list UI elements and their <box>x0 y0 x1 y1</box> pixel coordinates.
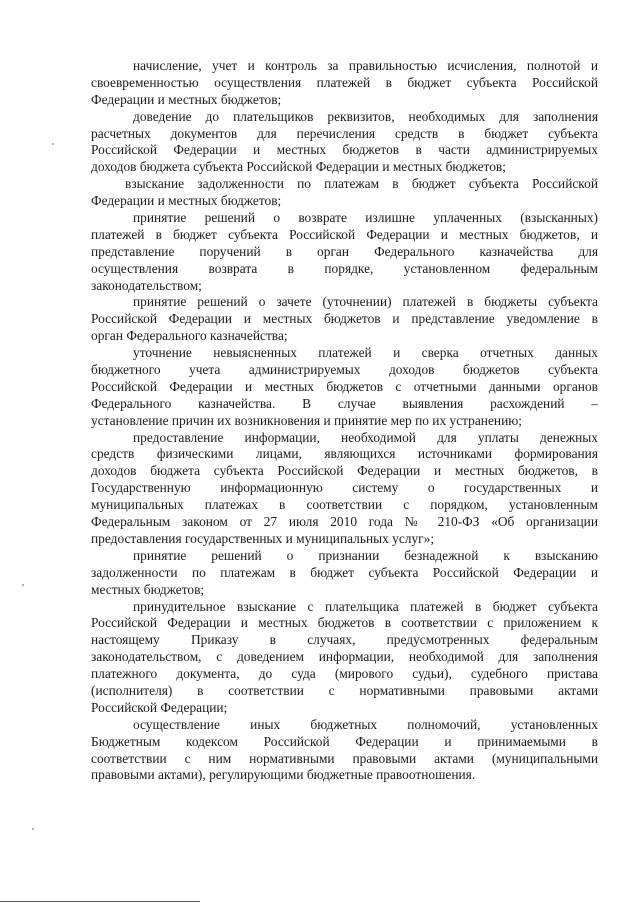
document-line: платежей в бюджет субъекта Российской Федерации и местных бюджетов, и <box>91 226 598 242</box>
document-line: осуществление иных бюджетных полномочий, установленных <box>133 716 598 732</box>
document-line: Государственную информационную систему о государственных и <box>91 480 598 496</box>
document-line: своевременностью осуществления платежей в бюджет субъекта Российской <box>91 74 598 90</box>
document-line: орган Федерального казначейства; <box>91 328 288 344</box>
document-line: взыскание задолженности по платежам в бюджет субъекта Российской <box>125 176 598 192</box>
scan-speck <box>22 584 24 586</box>
document-line: принятие решений о признании безнадежной к взысканию <box>133 547 598 563</box>
document-line: Российской Федерации и местных бюджетов в соответствии с приложением к <box>91 615 598 631</box>
document-line: принятие решений о зачете (уточнении) платежей в бюджеты субъекта <box>133 294 598 310</box>
footnote-rule <box>0 901 200 902</box>
document-line: предоставление информации, необходимой для уплаты денежных <box>133 429 598 445</box>
document-line: доходов бюджета субъекта Российской Федерации и местных бюджетов; <box>91 159 506 175</box>
document-line: настоящему Приказу в случаях, предусмотренных федеральным <box>91 632 598 648</box>
document-line: Федеральным законом от 27 июля 2010 года № 210-ФЗ «Об организации <box>91 514 598 530</box>
document-line: предоставления государственных и муниципальных услуг»; <box>91 530 435 546</box>
document-line: правовыми актами), регулирующими бюджетные правоотношения. <box>91 767 476 783</box>
document-line: представление поручений в орган Федерального казначейства для <box>91 243 598 259</box>
document-line: Федерального казначейства. В случае выявления расхождений – <box>91 395 598 411</box>
document-line: платежного документа, до суда (мирового судьи), судебного пристава <box>91 666 598 682</box>
document-line: муниципальных платежах в соответствии с порядком, установленным <box>91 497 598 513</box>
scan-speck <box>52 143 54 145</box>
document-line: Российской Федерации; <box>91 699 228 715</box>
document-line: Федерации и местных бюджетов; <box>91 193 282 209</box>
document-line: установление причин их возникновения и принятие мер по их устранению; <box>91 412 522 428</box>
document-line: принудительное взыскание с плательщика платежей в бюджет субъекта <box>133 598 598 614</box>
document-line: бюджетного учета администрируемых доходов бюджетов субъекта <box>91 362 598 378</box>
scan-speck <box>32 828 34 830</box>
document-line: расчетных документов для перечисления средств в бюджет субъекта <box>91 125 598 141</box>
document-line: доходов бюджета субъекта Российской Федерации и местных бюджетов, в <box>91 463 598 479</box>
document-line: Бюджетным кодексом Российской Федерации и принимаемыми в <box>91 733 598 749</box>
document-line: осуществления возврата в порядке, установленном федеральным <box>91 260 598 276</box>
document-line: законодательством, с доведением информации, необходимой для заполнения <box>91 649 598 665</box>
document-line: уточнение невыясненных платежей и сверка отчетных данных <box>133 345 598 361</box>
document-line: законодательством; <box>91 277 202 293</box>
document-line: Российской Федерации и местных бюджетов в части администрируемых <box>91 142 598 158</box>
document-line: Российской Федерации и местных бюджетов с отчетными данными органов <box>91 378 598 394</box>
document-line: местных бюджетов; <box>91 581 205 597</box>
document-line: соответствии с ним нормативными правовыми актами (муниципальными <box>91 750 598 766</box>
document-line: принятие решений о возврате излишне уплаченных (взысканных) <box>133 210 598 226</box>
document-line: Федерации и местных бюджетов; <box>91 91 282 107</box>
document-body <box>0 58 640 784</box>
document-line: Российской Федерации и местных бюджетов и представление уведомление в <box>91 311 598 327</box>
document-line: (исполнителя) в соответствии с нормативными правовыми актами <box>91 682 598 698</box>
document-line: задолженности по платежам в бюджет субъекта Российской Федерации и <box>91 564 598 580</box>
document-line: начисление, учет и контроль за правильностью исчисления, полнотой и <box>133 58 598 73</box>
document-line: средств физическими лицами, являющихся источниками формирования <box>91 446 598 462</box>
document-line: доведение до плательщиков реквизитов, необходимых для заполнения <box>133 108 598 124</box>
